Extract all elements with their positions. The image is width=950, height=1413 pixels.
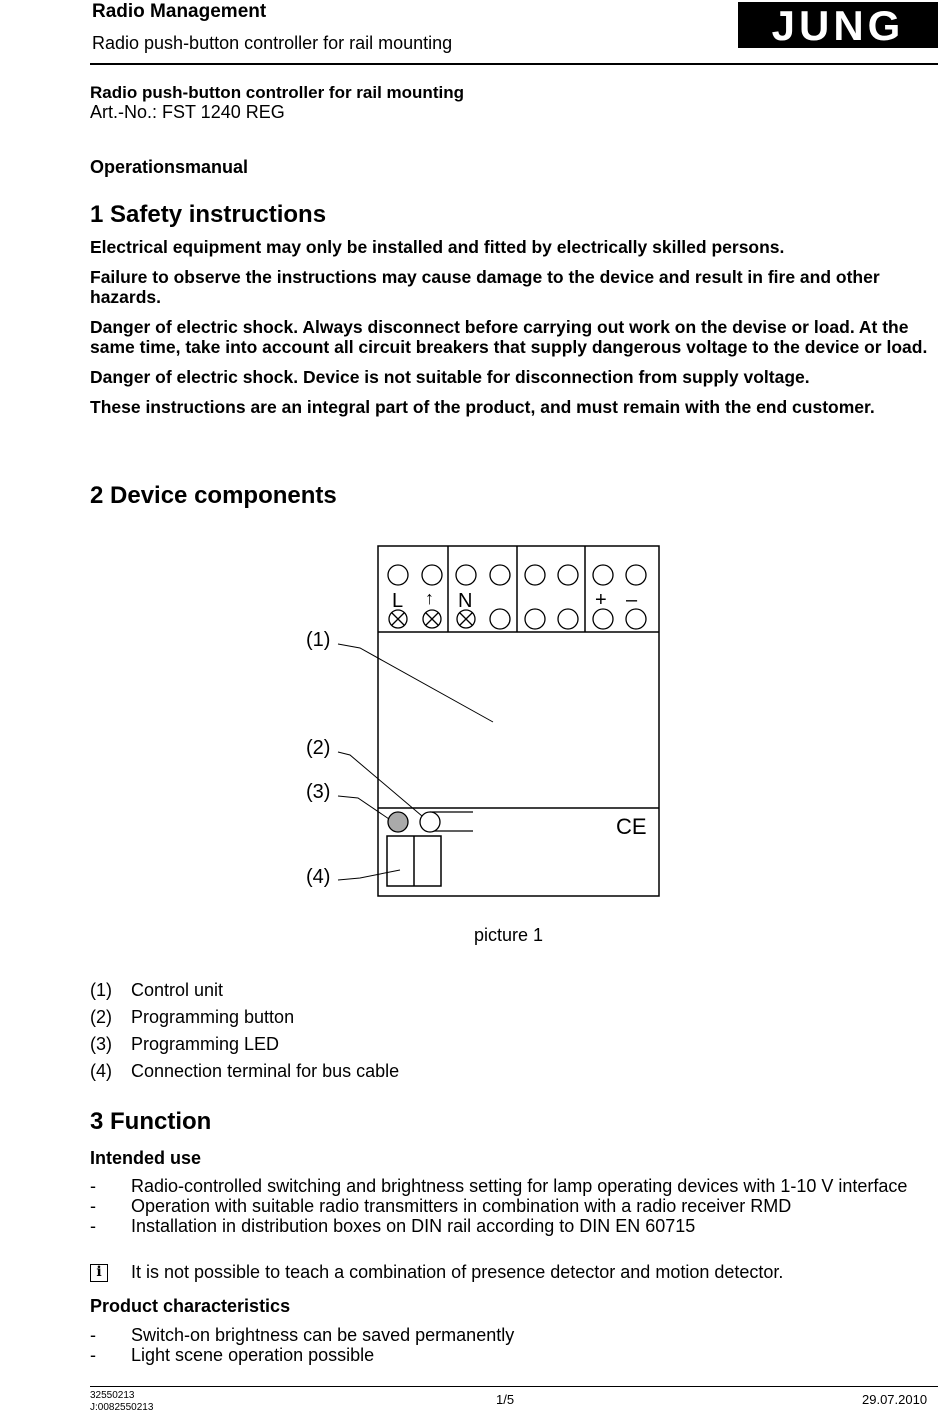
programming-led (388, 812, 408, 832)
legend-text: Programming LED (131, 1034, 280, 1054)
legend-text: Programming button (131, 1007, 295, 1027)
safety-paragraph: Danger of electric shock. Device is not suitable for disconnection from supply voltage. (90, 367, 810, 387)
intended-use-list (90, 1176, 950, 1236)
logo-text: JUNG (771, 2, 905, 48)
function-heading: 3 Function (90, 1108, 212, 1135)
callout-2: (2) (306, 737, 331, 759)
figure-caption: picture 1 (474, 925, 544, 945)
page-number: 1/5 (496, 1392, 515, 1407)
programming-button (420, 812, 440, 832)
product-characteristics-heading: Product characteristics (90, 1296, 291, 1316)
intended-use-heading: Intended use (90, 1148, 202, 1168)
list-dash: - (90, 1345, 96, 1365)
header-title: Radio Management (92, 1, 267, 22)
legend-text: Control unit (131, 980, 224, 1000)
info-icon: i (90, 1264, 108, 1282)
terminal-label-plus: + (595, 589, 607, 611)
document-title: Radio push-button controller for rail mounting (90, 83, 464, 102)
list-item (90, 1176, 950, 1196)
safety-instructions (90, 237, 940, 427)
callout-1: (1) (306, 629, 331, 651)
list-item-text: Switch-on brightness can be saved permanently (131, 1325, 515, 1345)
article-number: Art.-No.: FST 1240 REG (90, 102, 285, 122)
manual-label: Operationsmanual (90, 157, 249, 177)
footer-code: 32550213 (90, 1390, 135, 1401)
list-dash: - (90, 1325, 96, 1345)
header-rule (90, 63, 938, 65)
callout-4: (4) (306, 866, 331, 888)
components-heading: 2 Device components (90, 482, 337, 509)
safety-paragraph: These instructions are an integral part of the product, and must remain with the end customer. (90, 397, 875, 417)
list-dash: - (90, 1196, 96, 1216)
terminal-label-l: L (392, 590, 404, 612)
ce-mark: CE (616, 814, 647, 839)
safety-paragraph: Electrical equipment may only be installed and fitted by electrically skilled persons. (90, 237, 785, 257)
list-dash: - (90, 1176, 96, 1196)
legend-number: (2) (90, 1007, 112, 1027)
legend-text: Connection terminal for bus cable (131, 1061, 400, 1081)
safety-paragraph: Failure to observe the instructions may cause damage to the device and result in fire and other hazards. (90, 267, 880, 307)
list-item (90, 1345, 950, 1365)
legend-number: (3) (90, 1034, 112, 1054)
safety-heading: 1 Safety instructions (90, 201, 327, 228)
header-subtitle: Radio push-button controller for rail mounting (92, 33, 453, 53)
list-item (90, 1216, 950, 1236)
footer-job-code: J:0082550213 (90, 1402, 154, 1413)
list-item (90, 1325, 950, 1345)
list-item (90, 1196, 950, 1216)
list-item-text: Radio-controlled switching and brightness setting for lamp operating devices with 1-10 V interface (131, 1176, 908, 1196)
legend-number: (1) (90, 980, 112, 1000)
info-text: It is not possible to teach a combination of presence detector and motion detector. (131, 1262, 784, 1282)
terminal-label-arrow: ↑ (425, 588, 434, 608)
list-item-text: Installation in distribution boxes on DIN rail according to DIN EN 60715 (131, 1216, 696, 1236)
footer-date: 29.07.2010 (862, 1392, 928, 1407)
jung-logo (738, 2, 938, 48)
safety-paragraph: Danger of electric shock. Always disconnect before carrying out work on the devise or load. At the same time, take into account all circuit breakers that supply dangerous voltage to the device or load. (90, 317, 928, 357)
characteristics-list (90, 1325, 950, 1365)
list-dash: - (90, 1216, 96, 1236)
callout-3: (3) (306, 781, 331, 803)
terminal-label-minus: – (626, 589, 638, 611)
list-item-text: Operation with suitable radio transmitters in combination with a radio receiver RMD (131, 1196, 792, 1216)
legend-number: (4) (90, 1061, 112, 1081)
footer-rule (90, 1386, 938, 1387)
list-item-text: Light scene operation possible (131, 1345, 375, 1365)
terminal-label-n: N (458, 590, 473, 612)
device-diagram (300, 540, 680, 910)
